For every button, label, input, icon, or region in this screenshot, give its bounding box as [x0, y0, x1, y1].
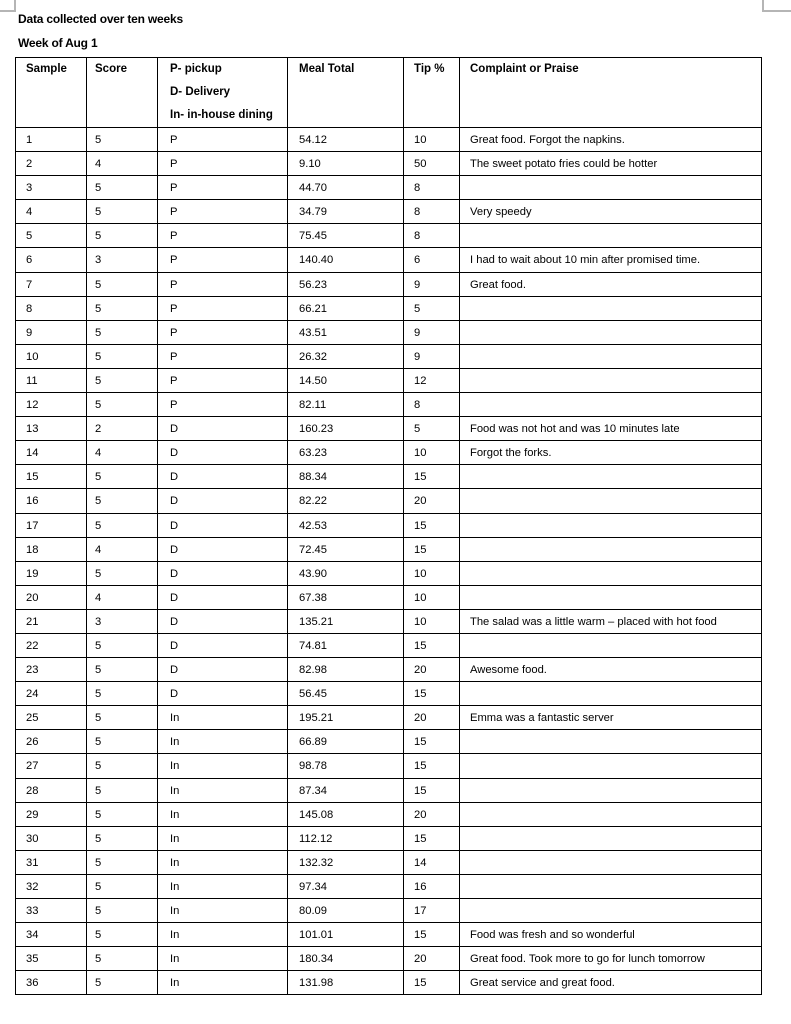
cell-comment: [460, 682, 762, 706]
column-header-tip: Tip %: [404, 58, 460, 128]
cell-comment: [460, 850, 762, 874]
page-corner-mark-left: [0, 0, 16, 12]
cell-comment: I had to wait about 10 min after promised time.: [460, 248, 762, 272]
cell-order-type: In: [158, 850, 288, 874]
cell-sample: 25: [16, 706, 87, 730]
cell-order-type: D: [158, 658, 288, 682]
cell-score: 5: [87, 393, 158, 417]
cell-sample: 33: [16, 899, 87, 923]
cell-comment: [460, 393, 762, 417]
cell-comment: [460, 489, 762, 513]
cell-meal-total: 74.81: [288, 633, 404, 657]
cell-order-type: P: [158, 272, 288, 296]
cell-order-type: D: [158, 513, 288, 537]
week-label: Week of Aug 1: [18, 36, 98, 50]
table-row: [16, 537, 762, 561]
cell-tip: 8: [404, 224, 460, 248]
cell-comment: [460, 296, 762, 320]
cell-score: 4: [87, 585, 158, 609]
cell-sample: 9: [16, 320, 87, 344]
cell-comment: Emma was a fantastic server: [460, 706, 762, 730]
cell-tip: 12: [404, 368, 460, 392]
cell-meal-total: 145.08: [288, 802, 404, 826]
cell-tip: 15: [404, 923, 460, 947]
cell-score: 5: [87, 947, 158, 971]
table-row: [16, 176, 762, 200]
table-row: [16, 585, 762, 609]
cell-comment: [460, 633, 762, 657]
table-row: [16, 754, 762, 778]
cell-sample: 11: [16, 368, 87, 392]
cell-meal-total: 54.12: [288, 128, 404, 152]
cell-meal-total: 82.22: [288, 489, 404, 513]
cell-order-type: In: [158, 971, 288, 995]
cell-meal-total: 82.98: [288, 658, 404, 682]
table-row: [16, 489, 762, 513]
cell-comment: [460, 320, 762, 344]
cell-score: 4: [87, 441, 158, 465]
cell-sample: 31: [16, 850, 87, 874]
cell-order-type: In: [158, 947, 288, 971]
cell-order-type: In: [158, 874, 288, 898]
cell-sample: 10: [16, 344, 87, 368]
cell-meal-total: 87.34: [288, 778, 404, 802]
cell-tip: 8: [404, 176, 460, 200]
cell-comment: [460, 224, 762, 248]
cell-comment: [460, 778, 762, 802]
table-header-row: [16, 58, 762, 128]
table-row: [16, 658, 762, 682]
cell-order-type: P: [158, 152, 288, 176]
cell-sample: 26: [16, 730, 87, 754]
column-header-meal-total: Meal Total: [288, 58, 404, 128]
cell-score: 5: [87, 899, 158, 923]
legend-in-house: In- in-house dining: [170, 109, 273, 121]
cell-sample: 20: [16, 585, 87, 609]
cell-order-type: D: [158, 417, 288, 441]
cell-sample: 24: [16, 682, 87, 706]
table-row: [16, 802, 762, 826]
cell-meal-total: 56.23: [288, 272, 404, 296]
cell-score: 3: [87, 248, 158, 272]
table-row: [16, 441, 762, 465]
cell-score: 5: [87, 923, 158, 947]
cell-meal-total: 42.53: [288, 513, 404, 537]
table-row: [16, 923, 762, 947]
cell-score: 3: [87, 609, 158, 633]
table-row: [16, 152, 762, 176]
cell-sample: 6: [16, 248, 87, 272]
cell-comment: [460, 899, 762, 923]
cell-sample: 34: [16, 923, 87, 947]
cell-meal-total: 135.21: [288, 609, 404, 633]
cell-meal-total: 98.78: [288, 754, 404, 778]
cell-meal-total: 26.32: [288, 344, 404, 368]
cell-tip: 5: [404, 417, 460, 441]
cell-meal-total: 82.11: [288, 393, 404, 417]
cell-order-type: D: [158, 441, 288, 465]
cell-sample: 36: [16, 971, 87, 995]
cell-sample: 3: [16, 176, 87, 200]
cell-comment: Food was not hot and was 10 minutes late: [460, 417, 762, 441]
cell-score: 5: [87, 682, 158, 706]
cell-order-type: In: [158, 778, 288, 802]
cell-meal-total: 56.45: [288, 682, 404, 706]
cell-tip: 16: [404, 874, 460, 898]
cell-meal-total: 66.89: [288, 730, 404, 754]
table-row: [16, 899, 762, 923]
cell-comment: [460, 465, 762, 489]
cell-order-type: P: [158, 344, 288, 368]
cell-tip: 20: [404, 947, 460, 971]
cell-order-type: D: [158, 609, 288, 633]
cell-order-type: In: [158, 923, 288, 947]
cell-order-type: D: [158, 561, 288, 585]
cell-tip: 6: [404, 248, 460, 272]
cell-sample: 18: [16, 537, 87, 561]
cell-tip: 10: [404, 585, 460, 609]
cell-sample: 13: [16, 417, 87, 441]
cell-order-type: P: [158, 320, 288, 344]
cell-order-type: D: [158, 585, 288, 609]
cell-score: 5: [87, 802, 158, 826]
cell-tip: 5: [404, 296, 460, 320]
cell-score: 5: [87, 176, 158, 200]
cell-score: 5: [87, 320, 158, 344]
cell-sample: 30: [16, 826, 87, 850]
cell-tip: 14: [404, 850, 460, 874]
table-row: [16, 971, 762, 995]
cell-score: 5: [87, 561, 158, 585]
cell-comment: [460, 730, 762, 754]
cell-comment: [460, 802, 762, 826]
cell-comment: [460, 513, 762, 537]
cell-sample: 23: [16, 658, 87, 682]
cell-comment: Food was fresh and so wonderful: [460, 923, 762, 947]
cell-tip: 15: [404, 513, 460, 537]
cell-order-type: P: [158, 248, 288, 272]
cell-sample: 5: [16, 224, 87, 248]
cell-meal-total: 132.32: [288, 850, 404, 874]
cell-order-type: P: [158, 200, 288, 224]
cell-order-type: P: [158, 368, 288, 392]
table-row: [16, 393, 762, 417]
cell-score: 4: [87, 152, 158, 176]
cell-order-type: D: [158, 489, 288, 513]
cell-score: 5: [87, 465, 158, 489]
cell-score: 5: [87, 344, 158, 368]
table-row: [16, 417, 762, 441]
cell-order-type: In: [158, 826, 288, 850]
cell-sample: 17: [16, 513, 87, 537]
cell-score: 5: [87, 658, 158, 682]
cell-tip: 15: [404, 465, 460, 489]
table-row: [16, 200, 762, 224]
cell-meal-total: 195.21: [288, 706, 404, 730]
cell-meal-total: 66.21: [288, 296, 404, 320]
cell-order-type: In: [158, 754, 288, 778]
page-corner-mark-right: [762, 0, 791, 12]
table-row: [16, 633, 762, 657]
cell-comment: [460, 537, 762, 561]
cell-order-type: D: [158, 537, 288, 561]
cell-sample: 15: [16, 465, 87, 489]
cell-order-type: P: [158, 176, 288, 200]
cell-score: 5: [87, 778, 158, 802]
cell-tip: 20: [404, 706, 460, 730]
table-row: [16, 465, 762, 489]
cell-comment: [460, 754, 762, 778]
cell-order-type: D: [158, 633, 288, 657]
cell-order-type: In: [158, 802, 288, 826]
cell-comment: [460, 176, 762, 200]
cell-order-type: In: [158, 899, 288, 923]
cell-score: 5: [87, 971, 158, 995]
cell-comment: [460, 368, 762, 392]
cell-comment: Very speedy: [460, 200, 762, 224]
cell-tip: 15: [404, 778, 460, 802]
cell-meal-total: 160.23: [288, 417, 404, 441]
cell-meal-total: 9.10: [288, 152, 404, 176]
cell-sample: 8: [16, 296, 87, 320]
cell-score: 5: [87, 513, 158, 537]
cell-order-type: P: [158, 296, 288, 320]
cell-meal-total: 112.12: [288, 826, 404, 850]
cell-meal-total: 88.34: [288, 465, 404, 489]
cell-meal-total: 34.79: [288, 200, 404, 224]
table-row: [16, 296, 762, 320]
cell-sample: 4: [16, 200, 87, 224]
cell-tip: 15: [404, 826, 460, 850]
cell-score: 5: [87, 224, 158, 248]
cell-order-type: P: [158, 393, 288, 417]
cell-sample: 32: [16, 874, 87, 898]
table-row: [16, 874, 762, 898]
table-row: [16, 850, 762, 874]
cell-meal-total: 80.09: [288, 899, 404, 923]
cell-comment: Great food. Took more to go for lunch tomorrow: [460, 947, 762, 971]
cell-order-type: In: [158, 730, 288, 754]
cell-score: 5: [87, 368, 158, 392]
cell-comment: [460, 585, 762, 609]
cell-tip: 15: [404, 633, 460, 657]
cell-meal-total: 44.70: [288, 176, 404, 200]
cell-order-type: D: [158, 465, 288, 489]
cell-meal-total: 131.98: [288, 971, 404, 995]
cell-sample: 19: [16, 561, 87, 585]
table-row: [16, 513, 762, 537]
legend-delivery: D- Delivery: [170, 86, 231, 98]
cell-comment: The sweet potato fries could be hotter: [460, 152, 762, 176]
cell-sample: 28: [16, 778, 87, 802]
cell-score: 4: [87, 537, 158, 561]
cell-comment: [460, 344, 762, 368]
cell-tip: 15: [404, 754, 460, 778]
column-header-sample: Sample: [16, 58, 87, 128]
cell-comment: [460, 561, 762, 585]
cell-tip: 15: [404, 537, 460, 561]
cell-sample: 21: [16, 609, 87, 633]
table-row: [16, 320, 762, 344]
table-row: [16, 344, 762, 368]
cell-tip: 8: [404, 200, 460, 224]
cell-comment: Great food. Forgot the napkins.: [460, 128, 762, 152]
cell-comment: Awesome food.: [460, 658, 762, 682]
table-row: [16, 128, 762, 152]
column-header-comment: Complaint or Praise: [460, 58, 762, 128]
table-body: [16, 128, 762, 995]
cell-tip: 10: [404, 561, 460, 585]
cell-meal-total: 14.50: [288, 368, 404, 392]
table-row: [16, 561, 762, 585]
cell-sample: 2: [16, 152, 87, 176]
cell-order-type: P: [158, 128, 288, 152]
document-title: Data collected over ten weeks: [18, 12, 183, 26]
table-row: [16, 682, 762, 706]
cell-score: 5: [87, 706, 158, 730]
cell-score: 5: [87, 754, 158, 778]
cell-tip: 9: [404, 320, 460, 344]
cell-sample: 27: [16, 754, 87, 778]
cell-score: 5: [87, 128, 158, 152]
cell-comment: [460, 874, 762, 898]
cell-comment: Great food.: [460, 272, 762, 296]
cell-tip: 10: [404, 609, 460, 633]
table-row: [16, 248, 762, 272]
column-header-order-type: [158, 58, 288, 128]
table-row: [16, 272, 762, 296]
cell-sample: 35: [16, 947, 87, 971]
cell-score: 5: [87, 874, 158, 898]
cell-order-type: P: [158, 224, 288, 248]
cell-order-type: In: [158, 706, 288, 730]
cell-comment: [460, 826, 762, 850]
cell-tip: 20: [404, 658, 460, 682]
table-row: [16, 778, 762, 802]
cell-sample: 12: [16, 393, 87, 417]
cell-meal-total: 75.45: [288, 224, 404, 248]
cell-sample: 1: [16, 128, 87, 152]
cell-sample: 16: [16, 489, 87, 513]
cell-score: 5: [87, 826, 158, 850]
cell-sample: 7: [16, 272, 87, 296]
column-header-score: Score: [87, 58, 158, 128]
cell-comment: Forgot the forks.: [460, 441, 762, 465]
cell-meal-total: 180.34: [288, 947, 404, 971]
cell-comment: Great service and great food.: [460, 971, 762, 995]
cell-tip: 15: [404, 971, 460, 995]
cell-meal-total: 43.90: [288, 561, 404, 585]
cell-tip: 20: [404, 802, 460, 826]
cell-meal-total: 72.45: [288, 537, 404, 561]
cell-tip: 20: [404, 489, 460, 513]
cell-tip: 9: [404, 344, 460, 368]
cell-tip: 10: [404, 128, 460, 152]
cell-tip: 9: [404, 272, 460, 296]
cell-tip: 10: [404, 441, 460, 465]
cell-meal-total: 101.01: [288, 923, 404, 947]
table-row: [16, 609, 762, 633]
table-row: [16, 730, 762, 754]
cell-meal-total: 43.51: [288, 320, 404, 344]
cell-sample: 14: [16, 441, 87, 465]
cell-tip: 15: [404, 730, 460, 754]
cell-score: 2: [87, 417, 158, 441]
cell-tip: 17: [404, 899, 460, 923]
table-row: [16, 224, 762, 248]
table-row: [16, 706, 762, 730]
table-row: [16, 826, 762, 850]
cell-score: 5: [87, 272, 158, 296]
cell-score: 5: [87, 489, 158, 513]
cell-meal-total: 63.23: [288, 441, 404, 465]
cell-score: 5: [87, 850, 158, 874]
cell-tip: 8: [404, 393, 460, 417]
cell-order-type: D: [158, 682, 288, 706]
cell-comment: The salad was a little warm – placed with hot food: [460, 609, 762, 633]
cell-sample: 22: [16, 633, 87, 657]
survey-data-table: [15, 57, 762, 995]
cell-score: 5: [87, 296, 158, 320]
cell-score: 5: [87, 730, 158, 754]
table-row: [16, 368, 762, 392]
table-row: [16, 947, 762, 971]
cell-meal-total: 140.40: [288, 248, 404, 272]
cell-tip: 50: [404, 152, 460, 176]
cell-tip: 15: [404, 682, 460, 706]
legend-pickup: P- pickup: [170, 63, 222, 75]
cell-sample: 29: [16, 802, 87, 826]
cell-meal-total: 97.34: [288, 874, 404, 898]
cell-meal-total: 67.38: [288, 585, 404, 609]
cell-score: 5: [87, 633, 158, 657]
cell-score: 5: [87, 200, 158, 224]
